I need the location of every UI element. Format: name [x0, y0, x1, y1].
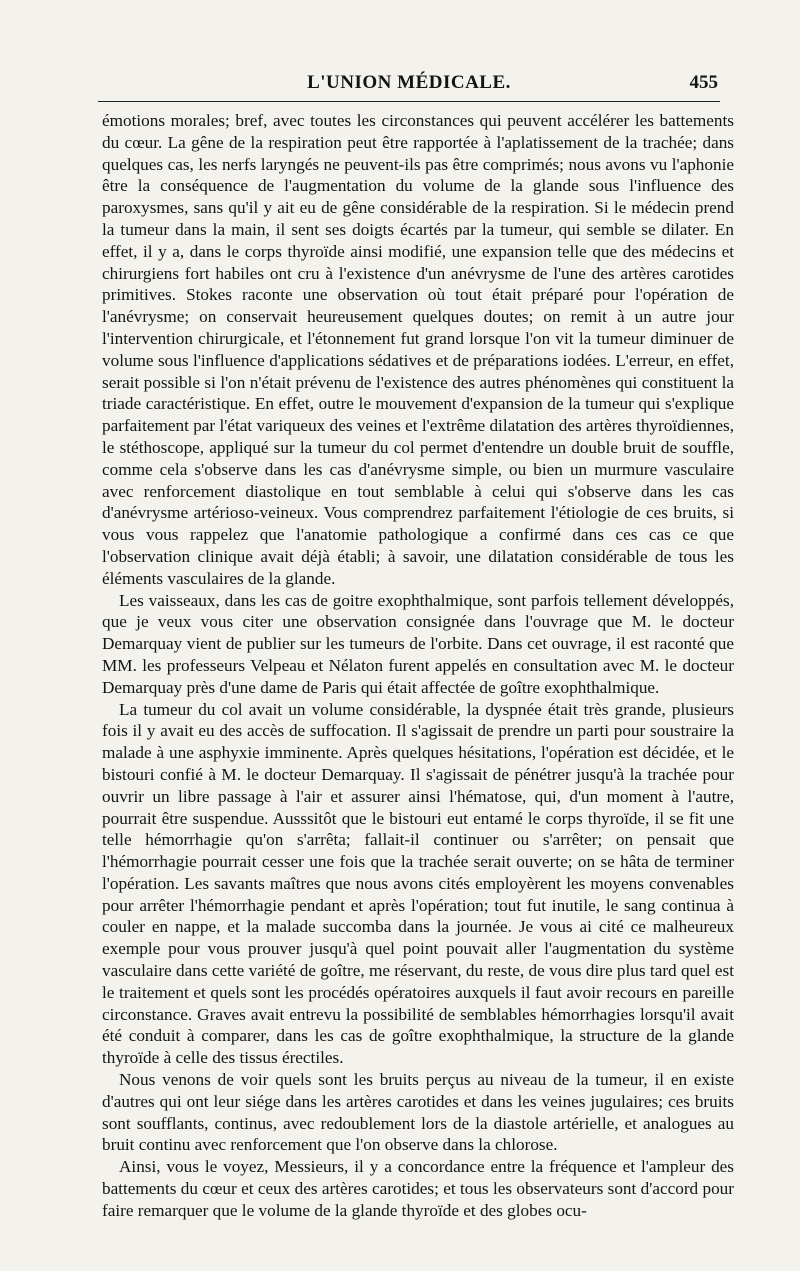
running-title: L'UNION MÉDICALE.	[307, 72, 511, 93]
paragraph: La tumeur du col avait un volume considérable, la dyspnée était très grande, plusieurs fois il y avait eu des accès de suffocation. Il s'agissait de prendre un parti pour soustraire la malade à une asphyxie imminente. Après quelques hésitations, l'opération est décidée, et le bistouri confié à M. le docteur Demarquay. Il s'agissait de pénétrer jusqu'à la trachée pour ouvrir un libre passage à l'air et assurer ainsi l'hématose, qui, d'un moment à l'autre, pourrait être suspendue. Ausssitôt que le bistouri eut entamé le corps thyroïde, il se fit une telle hémorrhagie qu'on s'arrêta; fallait-il continuer ou s'arrêter; on pensait que l'hémorrhagie pourrait cesser une fois que la trachée serait ouverte; on se hâta de terminer l'opération. Les savants maîtres que nous avons cités employèrent les moyens convenables pour arrêter l'hémorrhagie pendant et après l'opération; tout fut inutile, le sang continua à couler en nappe, et la malade succomba dans la journée. Je vous ai cité ce malheureux exemple pour vous prouver jusqu'à quel point pouvait aller l'augmentation du système vasculaire dans cette variété de goître, me réservant, du reste, de vous dire plus tard quel est le traitement et quels sont les procédés opératoires auxquels il faut avoir recours en pareille circonstance. Graves avait entrevu la possibilité de semblables hémorrhagies lorsqu'il avait été conduit à comparer, dans les cas de goître exophthalmique, la structure de la glande thyroïde à celle des tissus érectiles.	[102, 699, 734, 1068]
body-text	[102, 110, 734, 1222]
header-rule	[98, 101, 720, 102]
page-header	[98, 68, 720, 102]
paragraph: Nous venons de voir quels sont les bruits perçus au niveau de la tumeur, il en existe d'autres qui ont leur siége dans les artères carotides et dans les veines jugulaires; ces bruits sont soufflants, continus, avec redoublement lors de la diastole artérielle, et analogues au bruit continu avec renforcement que l'on observe dans la chlorose.	[102, 1070, 734, 1155]
page-number: 455	[689, 72, 718, 93]
paragraph: émotions morales; bref, avec toutes les circonstances qui peuvent accélérer les battements du cœur. La gêne de la respiration peut être rapportée à l'aplatissement de la trachée; dans quelques cas, les nerfs laryngés ne peuvent-ils pas être comprimés; nous avons vu l'aphonie être la conséquence de l'augmentation du volume de la glande sous l'influence des paroxysmes, sans qu'il y ait eu de gêne considérable de la respiration. Si le médecin prend la tumeur dans la main, il sent ses doigts écartés par la tumeur, qui semble se dilater. En effet, il y a, dans le corps thyroïde ainsi modifié, une expansion telle que des médecins et chirurgiens fort habiles ont cru à l'existence d'un anévrysme de l'une des artères carotides primitives. Stokes raconte une observation où tout était préparé pour l'opération de l'anévrysme; on conservait heureusement quelques doutes; on remit à un autre jour l'intervention chirurgicale, et l'étonnement fut grand lorsque l'on vit la tumeur diminuer de volume sous l'influence d'applications sédatives et de préparations iodées. L'erreur, en effet, serait possible si l'on n'était prévenu de l'existence des autres phénomènes qui constituent la triade caractéristique. En effet, outre le mouvement d'expansion de la tumeur qui s'explique parfaitement par l'état variqueux des veines et l'extrême dilatation des artères thyroïdiennes, le stéthoscope, appliqué sur la tumeur du col permet d'entendre un double bruit de souffle, comme cela s'observe dans les cas d'anévrysme simple, ou bien un murmure vasculaire avec renforcement diastolique en tout semblable à celui qui s'observe dans les cas d'anévrysme artérioso-veineux. Vous comprendrez parfaitement l'étiologie de ces bruits, si vous vous rappelez que l'anatomie pathologique a confirmé dans ces cas ce que l'observation clinique avait déjà établi; à savoir, une dilatation considérable de tous les éléments vasculaires de la glande.	[102, 111, 734, 588]
paragraph: Ainsi, vous le voyez, Messieurs, il y a concordance entre la fréquence et l'ampleur des battements du cœur et ceux des artères carotides; et tous les observateurs sont d'accord pour faire remarquer que le volume de la glande thyroïde et des globes ocu-	[102, 1157, 734, 1220]
paragraph: Les vaisseaux, dans les cas de goitre exophthalmique, sont parfois tellement développés, que je veux vous citer une observation consignée dans l'ouvrage que M. le docteur Demarquay vient de publier sur les tumeurs de l'orbite. Dans cet ouvrage, il est raconté que MM. les professeurs Velpeau et Nélaton furent appelés en consultation avec M. le docteur Demarquay près d'une dame de Paris qui était affectée de goître exophthalmique.	[102, 590, 734, 697]
